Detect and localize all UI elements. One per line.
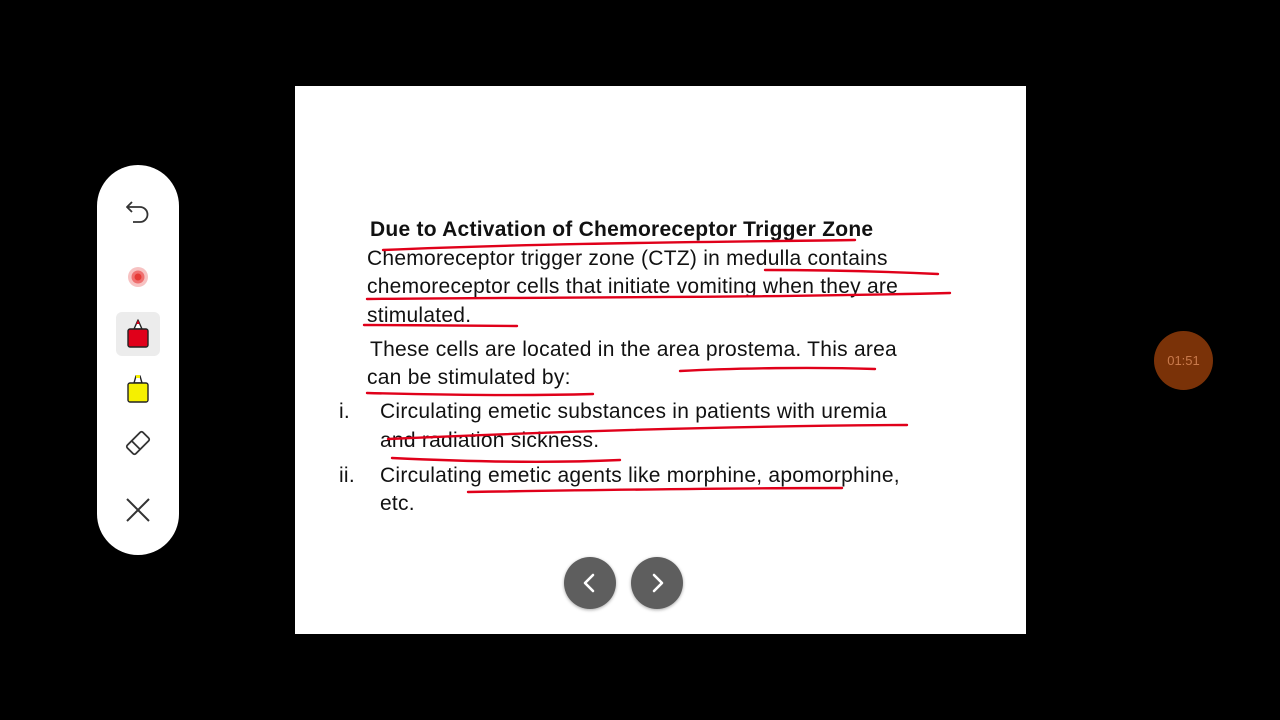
slide-title: Due to Activation of Chemoreceptor Trigger Zone [370,218,874,241]
list-marker-1: i. [339,400,350,423]
ink-underline-morphine [468,488,842,492]
laser-pointer-icon [123,262,153,292]
list-item-2-line2: etc. [380,492,415,515]
recording-timer[interactable] [1154,331,1213,390]
chevron-left-icon [578,571,602,595]
ink-underline-stimulated [364,325,517,326]
close-button[interactable] [116,488,160,532]
previous-slide-button[interactable] [564,557,616,609]
undo-button[interactable] [116,189,160,233]
ink-underline-medulla [765,270,938,274]
list-marker-2: ii. [339,464,355,487]
highlighter-icon [123,372,153,406]
pen-button[interactable] [116,312,160,356]
eraser-button[interactable] [116,421,160,465]
slide [295,86,1026,634]
highlighter-button[interactable] [116,367,160,411]
annotation-toolbar [97,165,179,555]
eraser-icon [122,427,154,459]
pen-annotations [295,86,1026,634]
ink-underline-circulating-emetic [388,425,907,439]
laser-pointer-button[interactable] [116,255,160,299]
pen-icon [123,317,153,351]
undo-icon [123,196,153,226]
ink-underline-area-prostema [680,368,875,371]
list-item-1-line1: Circulating emetic substances in patients with uremia [380,400,887,423]
para1-line2: chemoreceptor cells that initiate vomiting when they are [367,275,899,298]
ink-underline-radiation-sickness [392,458,620,462]
ink-underline-can-be-stimulated [367,393,593,395]
ink-underline-chemoreceptor-cells [367,293,950,299]
close-icon [123,495,153,525]
para2-line1: These cells are located in the area prostema. This area [370,338,897,361]
list-item-1-line2: and radiation sickness. [380,429,600,452]
ink-underline-title [383,240,855,250]
chevron-right-icon [645,571,669,595]
timer-value: 01:51 [1167,353,1200,368]
para1-line1: Chemoreceptor trigger zone (CTZ) in medulla contains [367,247,888,270]
para2-line2: can be stimulated by: [367,366,571,389]
list-item-2-line1: Circulating emetic agents like morphine, apomorphine, [380,464,900,487]
para1-line3: stimulated. [367,304,472,327]
next-slide-button[interactable] [631,557,683,609]
